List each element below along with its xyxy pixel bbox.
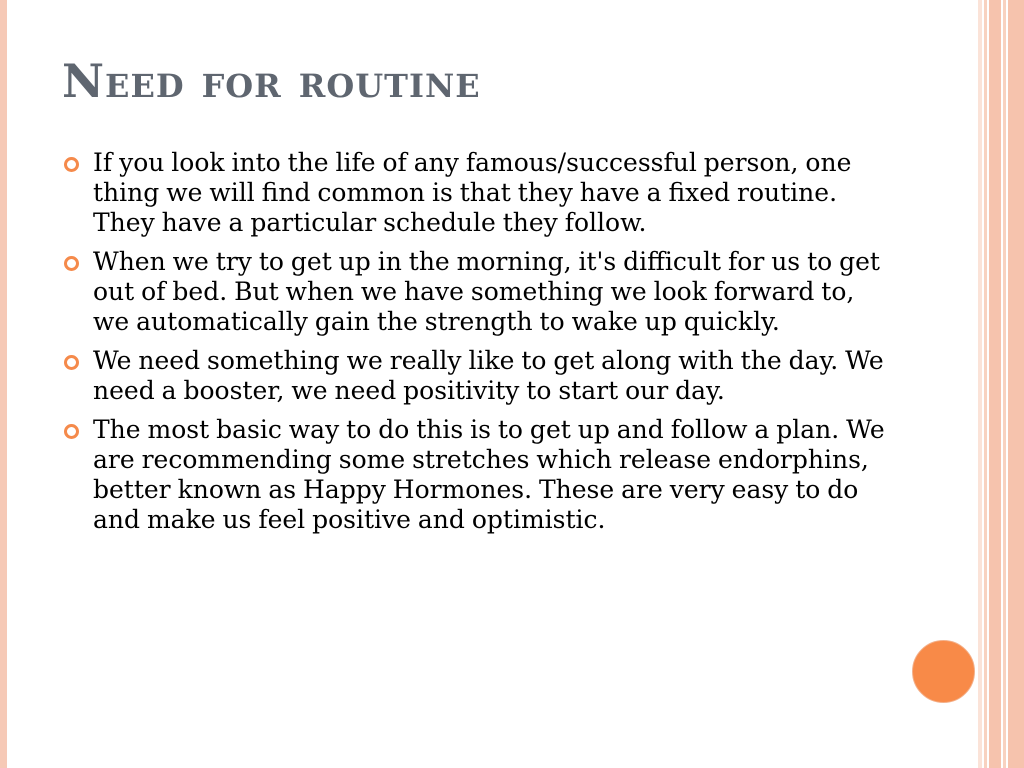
left-border-stripe: [0, 0, 7, 768]
orange-ring-bullet-icon: [64, 424, 79, 439]
bullet-text: The most basic way to do this is to get up and follow a plan. We are recommending some stretches which release endorphins, better known as Happy Hormones. These are very easy to do and make us feel positive and optimistic.: [93, 415, 885, 534]
orange-circle-decoration: [912, 640, 975, 703]
orange-ring-bullet-icon: [64, 355, 79, 370]
bullet-item: [62, 247, 897, 337]
slide-title: Need for routine: [62, 54, 481, 108]
orange-ring-bullet-icon: [64, 256, 79, 271]
bullet-item: [62, 346, 897, 406]
right-stripe-1: [978, 0, 982, 768]
bullet-text: When we try to get up in the morning, it's difficult for us to get out of bed. But when we have something we look forward to, we automatically gain the strength to wake up quickly.: [93, 247, 880, 336]
bullet-item: [62, 148, 897, 238]
bullet-list: [62, 148, 897, 544]
orange-ring-bullet-icon: [64, 157, 79, 172]
bullet-item: [62, 415, 897, 535]
right-border-stripes: [978, 0, 1024, 768]
right-stripe-2: [984, 0, 987, 768]
right-stripe-5: [1008, 0, 1024, 768]
right-stripe-3: [989, 0, 1001, 768]
bullet-text: We need something we really like to get along with the day. We need a booster, we need positivity to start our day.: [93, 346, 884, 405]
right-stripe-4: [1003, 0, 1006, 768]
bullet-text: If you look into the life of any famous/successful person, one thing we will find common is that they have a fixed routine. They have a particular schedule they follow.: [93, 148, 852, 237]
